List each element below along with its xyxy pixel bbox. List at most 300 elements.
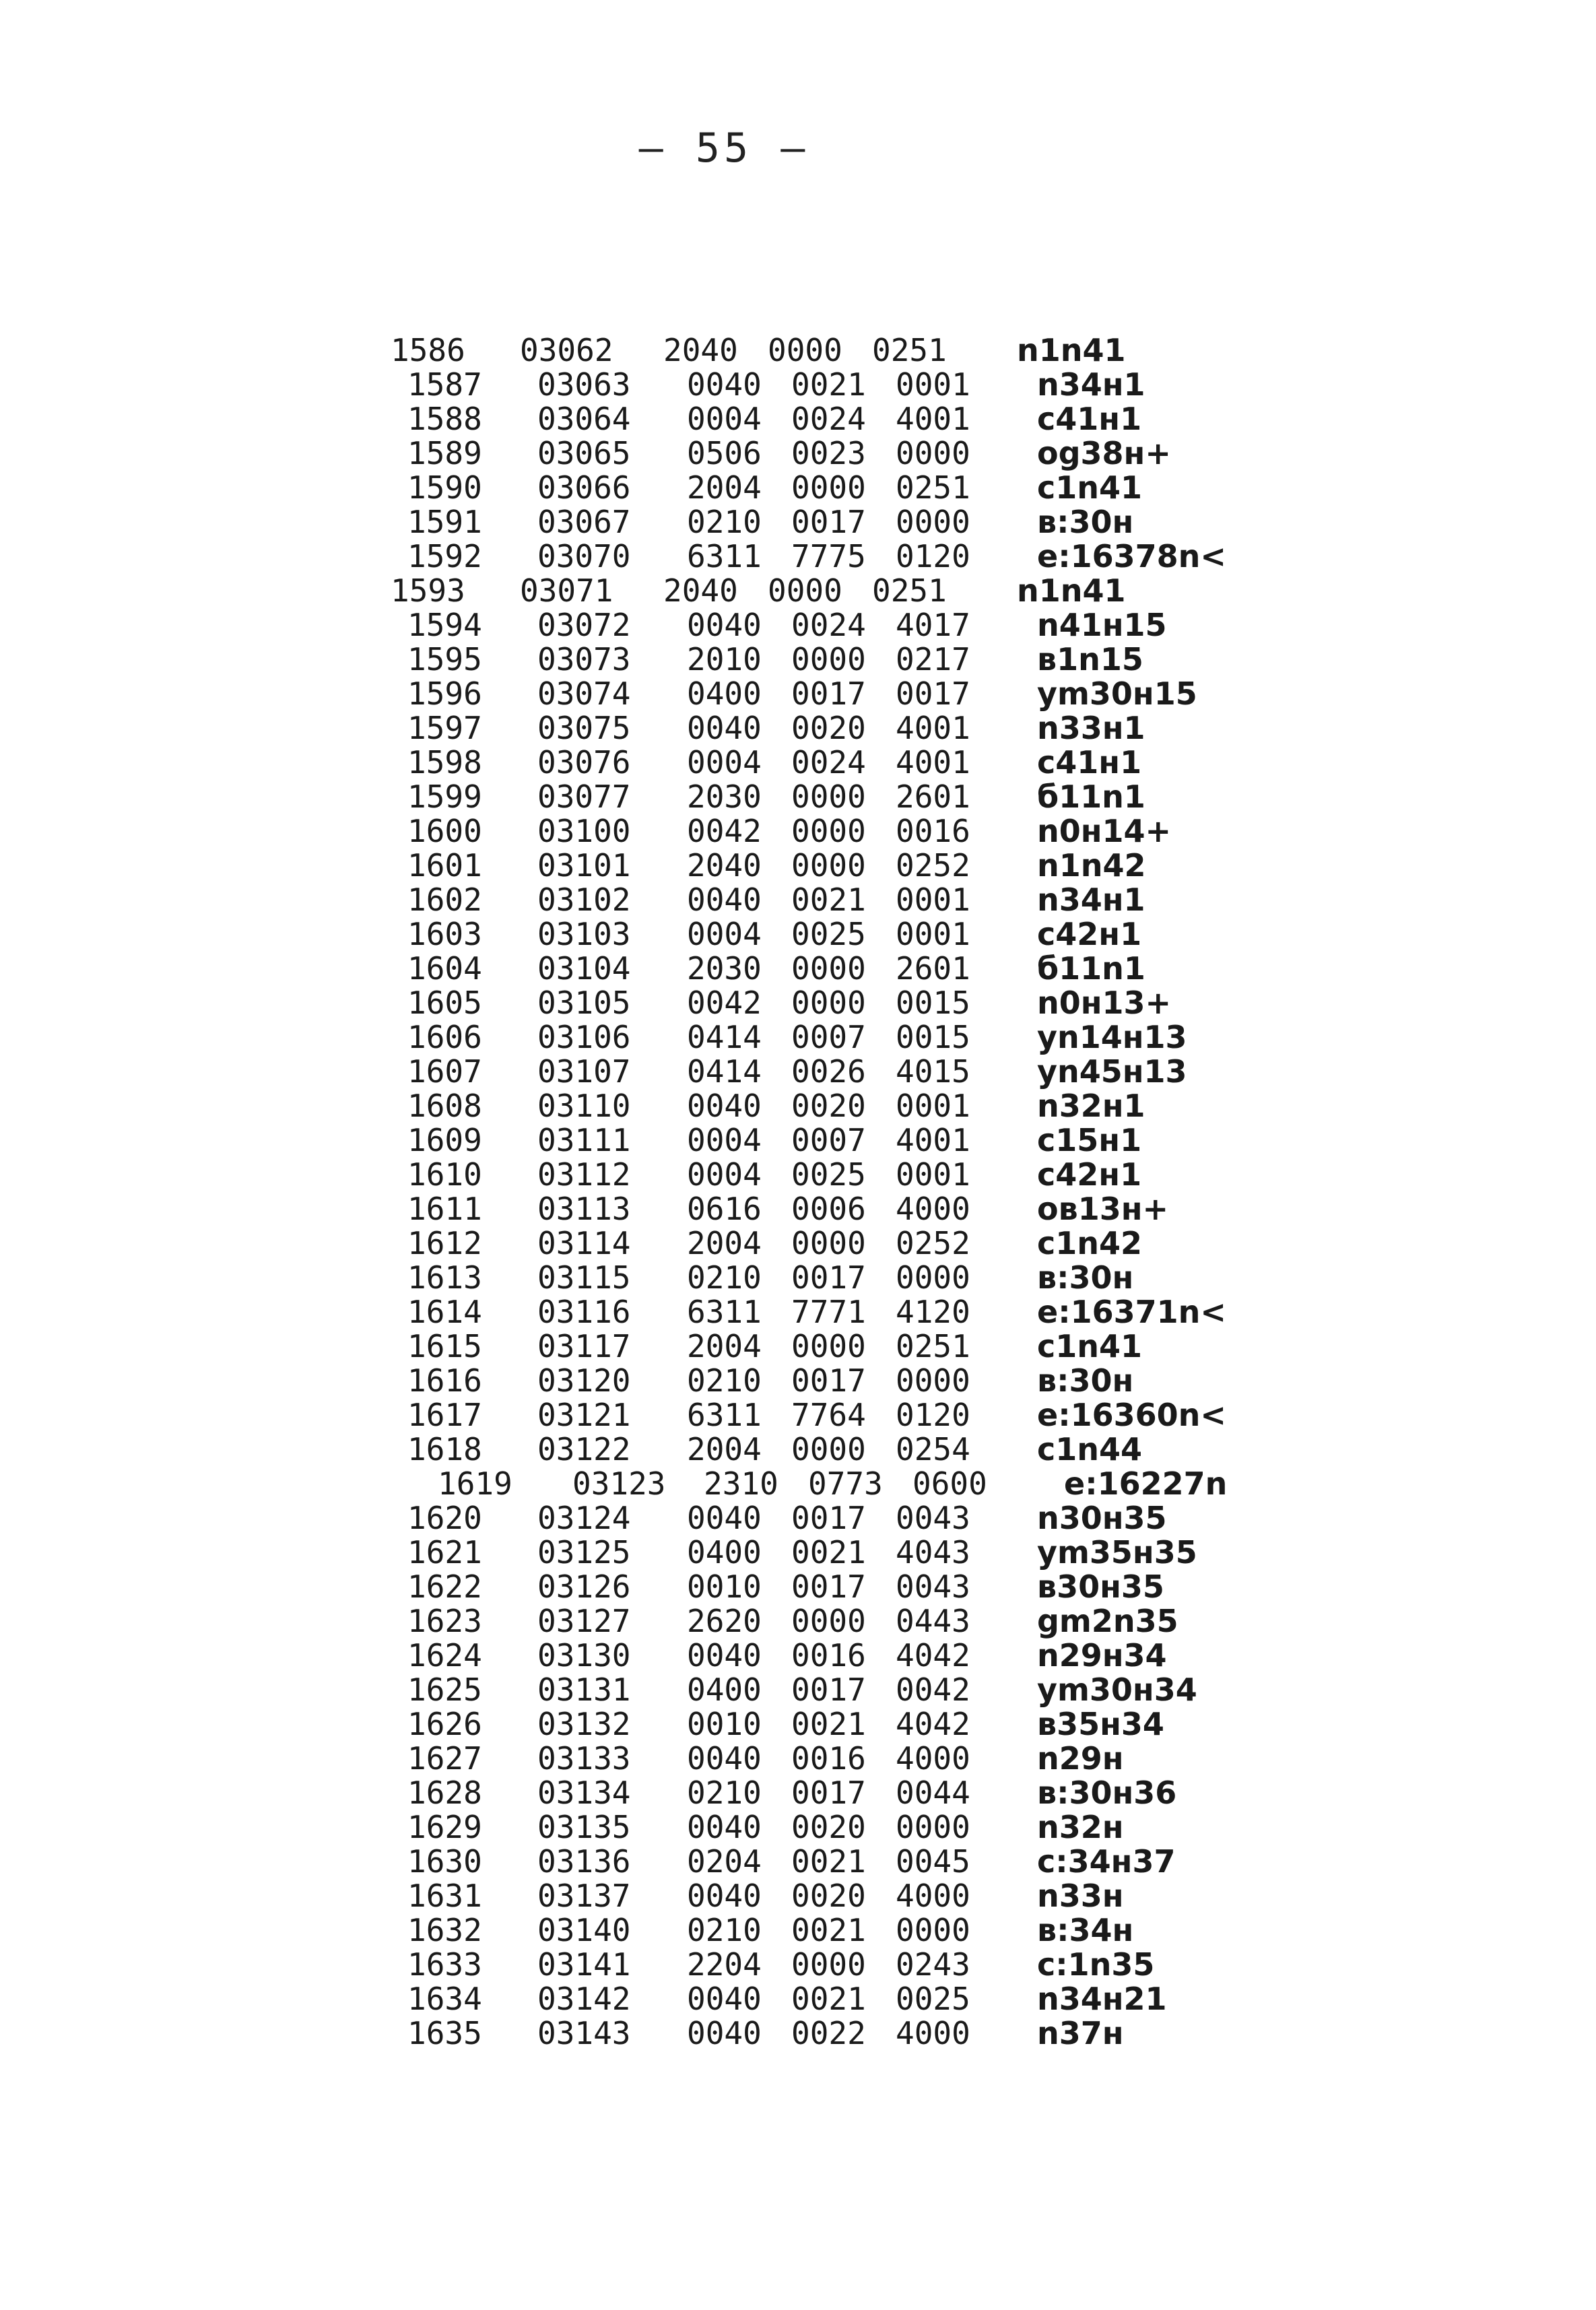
listing-row [0,1329,1596,1364]
mnemonic: c15н1 [1037,1122,1142,1158]
word-3: 0252 [896,1225,970,1261]
word-2: 0021 [791,1843,866,1880]
mnemonic: n1n42 [1037,847,1146,884]
listing-row [0,1398,1596,1432]
line-number: 1619 [438,1465,512,1502]
mnemonic: e:16360n< [1037,1397,1226,1433]
address: 03064 [537,401,631,437]
word-3: 4017 [896,607,970,643]
address: 03114 [537,1225,631,1261]
word-3: 0120 [896,538,970,574]
mnemonic: в:30н [1037,504,1134,540]
word-2: 0020 [791,1088,866,1124]
listing-row [0,1536,1596,1570]
word-3: 2601 [896,779,970,815]
listing-row [0,1192,1596,1226]
word-3: 4042 [896,1637,970,1674]
word-2: 0006 [791,1191,866,1227]
word-3: 4001 [896,744,970,781]
word-1: 2040 [663,332,738,368]
listing-row [0,1501,1596,1536]
line-number: 1603 [407,916,482,952]
line-number: 1610 [407,1156,482,1193]
word-2: 0016 [791,1637,866,1674]
address: 03133 [537,1740,631,1777]
mnemonic: c42н1 [1037,1156,1142,1193]
word-2: 0024 [791,607,866,643]
address: 03115 [537,1259,631,1296]
word-3: 0043 [896,1569,970,1605]
address: 03112 [537,1156,631,1193]
listing-row [0,2016,1596,2051]
line-number: 1606 [407,1019,482,1055]
word-1: 0040 [687,1740,762,1777]
listing-row [0,1810,1596,1845]
word-3: 4000 [896,2015,970,2051]
address: 03135 [537,1809,631,1845]
address: 03121 [537,1397,631,1433]
page-number: – 55 – [638,125,809,172]
word-1: 2040 [663,572,738,609]
word-2: 0021 [791,1706,866,1742]
word-3: 0254 [896,1431,970,1467]
word-2: 0000 [768,572,842,609]
word-1: 2030 [687,779,762,815]
word-3: 0000 [896,1362,970,1399]
mnemonic: og38н+ [1037,435,1171,471]
address: 03142 [537,1981,631,2017]
line-number: 1631 [407,1878,482,1914]
line-number: 1586 [391,332,465,368]
mnemonic: n29н [1037,1740,1124,1777]
address: 03067 [537,504,631,540]
address: 03141 [537,1946,631,1983]
line-number: 1601 [407,847,482,884]
listing-row [0,917,1596,952]
mnemonic: e:16371n< [1037,1294,1226,1330]
word-2: 7771 [791,1294,866,1330]
line-number: 1629 [407,1809,482,1845]
mnemonic: б11n1 [1037,950,1145,987]
word-2: 0017 [791,1569,866,1605]
mnemonic: gm2n35 [1037,1603,1178,1639]
address: 03136 [537,1843,631,1880]
address: 03107 [537,1053,631,1090]
word-2: 0022 [791,2015,866,2051]
address: 03070 [537,538,631,574]
word-3: 0000 [896,1809,970,1845]
word-2: 0000 [791,1328,866,1364]
listing-row [0,1364,1596,1398]
line-number: 1626 [407,1706,482,1742]
word-2: 0017 [791,1259,866,1296]
word-1: 0210 [687,1775,762,1811]
word-3: 0217 [896,641,970,678]
word-1: 0004 [687,401,762,437]
mnemonic: n33н1 [1037,710,1145,746]
word-3: 4001 [896,710,970,746]
listing-row [0,539,1596,574]
address: 03120 [537,1362,631,1399]
mnemonic: n1n41 [1017,332,1126,368]
word-1: 0040 [687,882,762,918]
listing-row [0,814,1596,849]
listing-row [0,642,1596,677]
line-number: 1630 [407,1843,482,1880]
line-number: 1618 [407,1431,482,1467]
line-number: 1616 [407,1362,482,1399]
word-3: 0015 [896,985,970,1021]
word-1: 0040 [687,1088,762,1124]
mnemonic: в:30н [1037,1259,1134,1296]
word-2: 0017 [791,1672,866,1708]
address: 03106 [537,1019,631,1055]
listing-row [0,849,1596,883]
address: 03130 [537,1637,631,1674]
address: 03113 [537,1191,631,1227]
listing-row [0,883,1596,917]
mnemonic: ym30н34 [1037,1672,1197,1708]
listing-row [0,746,1596,780]
address: 03125 [537,1534,631,1571]
mnemonic: yn45н13 [1037,1053,1187,1090]
word-2: 0000 [791,847,866,884]
word-1: 6311 [687,1397,762,1433]
word-2: 0000 [791,779,866,815]
mnemonic: в35н34 [1037,1706,1164,1742]
word-2: 0000 [791,641,866,678]
word-1: 2004 [687,1328,762,1364]
line-number: 1622 [407,1569,482,1605]
word-1: 0210 [687,504,762,540]
word-1: 6311 [687,1294,762,1330]
program-listing [0,333,1596,2051]
word-3: 0001 [896,1088,970,1124]
word-1: 0004 [687,1122,762,1158]
word-3: 0001 [896,1156,970,1193]
line-number: 1617 [407,1397,482,1433]
address: 03110 [537,1088,631,1124]
word-3: 4000 [896,1740,970,1777]
address: 03062 [520,332,613,368]
line-number: 1621 [407,1534,482,1571]
line-number: 1593 [391,572,465,609]
word-1: 0400 [687,1534,762,1571]
word-2: 0026 [791,1053,866,1090]
mnemonic: c1n42 [1037,1225,1143,1261]
line-number: 1600 [407,813,482,849]
word-1: 0042 [687,985,762,1021]
line-number: 1604 [407,950,482,987]
word-3: 0042 [896,1672,970,1708]
word-2: 0017 [791,1775,866,1811]
line-number: 1614 [407,1294,482,1330]
listing-row [0,1295,1596,1329]
address: 03116 [537,1294,631,1330]
line-number: 1597 [407,710,482,746]
word-2: 0021 [791,1981,866,2017]
address: 03134 [537,1775,631,1811]
line-number: 1594 [407,607,482,643]
listing-row [0,574,1596,608]
listing-row [0,1261,1596,1295]
word-3: 4015 [896,1053,970,1090]
word-1: 0040 [687,2015,762,2051]
word-1: 0506 [687,435,762,471]
word-2: 7775 [791,538,866,574]
mnemonic: c:34н37 [1037,1843,1176,1880]
word-3: 0043 [896,1500,970,1536]
word-1: 0010 [687,1569,762,1605]
address: 03137 [537,1878,631,1914]
line-number: 1623 [407,1603,482,1639]
mnemonic: c41н1 [1037,401,1142,437]
listing-row [0,368,1596,402]
word-2: 0021 [791,366,866,403]
word-2: 0000 [791,985,866,1021]
word-3: 0120 [896,1397,970,1433]
word-3: 4001 [896,1122,970,1158]
listing-row [0,333,1596,368]
word-3: 0251 [872,332,947,368]
address: 03131 [537,1672,631,1708]
line-number: 1625 [407,1672,482,1708]
word-3: 0252 [896,847,970,884]
listing-row [0,1845,1596,1879]
word-1: 0204 [687,1843,762,1880]
word-2: 0020 [791,710,866,746]
address: 03066 [537,469,631,506]
mnemonic: ym35н35 [1037,1534,1197,1571]
mnemonic: c:1n35 [1037,1946,1155,1983]
mnemonic: e:16227n [1064,1465,1228,1502]
line-number: 1587 [407,366,482,403]
address: 03102 [537,882,631,918]
word-3: 0000 [896,504,970,540]
line-number: 1620 [407,1500,482,1536]
listing-row [0,1673,1596,1707]
address: 03111 [537,1122,631,1158]
listing-row [0,1982,1596,2016]
word-3: 4000 [896,1191,970,1227]
listing-row [0,952,1596,986]
line-number: 1611 [407,1191,482,1227]
mnemonic: n34н21 [1037,1981,1167,2017]
word-2: 0017 [791,1362,866,1399]
line-number: 1607 [407,1053,482,1090]
mnemonic: yn14н13 [1037,1019,1187,1055]
listing-row [0,1879,1596,1913]
address: 03105 [537,985,631,1021]
address: 03077 [537,779,631,815]
word-2: 0000 [791,950,866,987]
line-number: 1590 [407,469,482,506]
word-1: 2004 [687,1431,762,1467]
word-1: 0010 [687,1706,762,1742]
mnemonic: n30н35 [1037,1500,1167,1536]
listing-row [0,677,1596,711]
word-3: 0001 [896,882,970,918]
line-number: 1633 [407,1946,482,1983]
mnemonic: e:16378n< [1037,538,1226,574]
mnemonic: c42н1 [1037,916,1142,952]
line-number: 1605 [407,985,482,1021]
word-1: 0004 [687,916,762,952]
word-2: 0020 [791,1809,866,1845]
word-2: 0017 [791,1500,866,1536]
mnemonic: в:30н36 [1037,1775,1177,1811]
mnemonic: n41н15 [1037,607,1167,643]
word-3: 0243 [896,1946,970,1983]
mnemonic: в:30н [1037,1362,1134,1399]
mnemonic: c1n41 [1037,469,1143,506]
word-1: 0040 [687,1637,762,1674]
word-1: 2204 [687,1946,762,1983]
address: 03143 [537,2015,631,2051]
word-3: 0017 [896,675,970,712]
mnemonic: n29н34 [1037,1637,1167,1674]
word-1: 0040 [687,366,762,403]
word-1: 2004 [687,469,762,506]
word-2: 0023 [791,435,866,471]
listing-row [0,1913,1596,1948]
word-1: 0210 [687,1259,762,1296]
mnemonic: в:34н [1037,1912,1134,1948]
word-2: 0773 [808,1465,883,1502]
mnemonic: n34н1 [1037,882,1145,918]
word-1: 0414 [687,1053,762,1090]
listing-row [0,1432,1596,1467]
mnemonic: n0н14+ [1037,813,1172,849]
address: 03065 [537,435,631,471]
line-number: 1613 [407,1259,482,1296]
listing-row [0,471,1596,505]
word-1: 0040 [687,607,762,643]
word-1: 2040 [687,847,762,884]
mnemonic: n1n41 [1017,572,1126,609]
line-number: 1615 [407,1328,482,1364]
line-number: 1595 [407,641,482,678]
word-3: 0251 [896,1328,970,1364]
address: 03132 [537,1706,631,1742]
word-2: 0020 [791,1878,866,1914]
word-2: 0000 [791,1603,866,1639]
word-3: 0443 [896,1603,970,1639]
word-1: 2030 [687,950,762,987]
address: 03076 [537,744,631,781]
word-3: 4120 [896,1294,970,1330]
address: 03074 [537,675,631,712]
address: 03072 [537,607,631,643]
word-1: 2620 [687,1603,762,1639]
word-2: 0025 [791,916,866,952]
word-3: 0001 [896,366,970,403]
line-number: 1596 [407,675,482,712]
word-1: 0040 [687,710,762,746]
mnemonic: c41н1 [1037,744,1142,781]
listing-row [0,1123,1596,1158]
listing-row [0,1707,1596,1742]
word-2: 0000 [768,332,842,368]
line-number: 1609 [407,1122,482,1158]
word-2: 0021 [791,1534,866,1571]
word-1: 0040 [687,1809,762,1845]
address: 03063 [537,366,631,403]
listing-row [0,1055,1596,1089]
word-3: 0600 [912,1465,987,1502]
address: 03122 [537,1431,631,1467]
listing-row [0,436,1596,471]
word-3: 4000 [896,1878,970,1914]
word-2: 0016 [791,1740,866,1777]
line-number: 1635 [407,2015,482,2051]
word-3: 0025 [896,1981,970,2017]
mnemonic: ym30н15 [1037,675,1197,712]
word-2: 0024 [791,744,866,781]
word-1: 2010 [687,641,762,678]
word-1: 0210 [687,1362,762,1399]
listing-row [0,1226,1596,1261]
word-3: 0251 [896,469,970,506]
mnemonic: в30н35 [1037,1569,1164,1605]
mnemonic: oв13н+ [1037,1191,1169,1227]
listing-row [0,1020,1596,1055]
word-3: 0015 [896,1019,970,1055]
word-2: 0017 [791,675,866,712]
line-number: 1598 [407,744,482,781]
word-3: 2601 [896,950,970,987]
line-number: 1612 [407,1225,482,1261]
word-3: 4042 [896,1706,970,1742]
line-number: 1599 [407,779,482,815]
word-1: 0040 [687,1878,762,1914]
word-3: 0044 [896,1775,970,1811]
word-3: 0045 [896,1843,970,1880]
address: 03104 [537,950,631,987]
line-number: 1592 [407,538,482,574]
word-2: 0021 [791,1912,866,1948]
listing-row [0,1570,1596,1604]
word-3: 0000 [896,1912,970,1948]
word-2: 0000 [791,469,866,506]
listing-row [0,505,1596,539]
line-number: 1602 [407,882,482,918]
listing-row [0,1776,1596,1810]
mnemonic: c1n44 [1037,1431,1143,1467]
word-3: 0001 [896,916,970,952]
word-2: 0000 [791,813,866,849]
word-1: 0400 [687,1672,762,1708]
address: 03101 [537,847,631,884]
line-number: 1628 [407,1775,482,1811]
line-number: 1589 [407,435,482,471]
word-2: 0024 [791,401,866,437]
line-number: 1588 [407,401,482,437]
listing-row [0,986,1596,1020]
word-1: 2310 [704,1465,778,1502]
line-number: 1627 [407,1740,482,1777]
word-1: 6311 [687,538,762,574]
address: 03075 [537,710,631,746]
word-2: 0007 [791,1019,866,1055]
address: 03100 [537,813,631,849]
line-number: 1591 [407,504,482,540]
word-1: 0210 [687,1912,762,1948]
word-2: 7764 [791,1397,866,1433]
word-3: 0000 [896,1259,970,1296]
word-3: 0000 [896,435,970,471]
mnemonic: n32н [1037,1809,1124,1845]
